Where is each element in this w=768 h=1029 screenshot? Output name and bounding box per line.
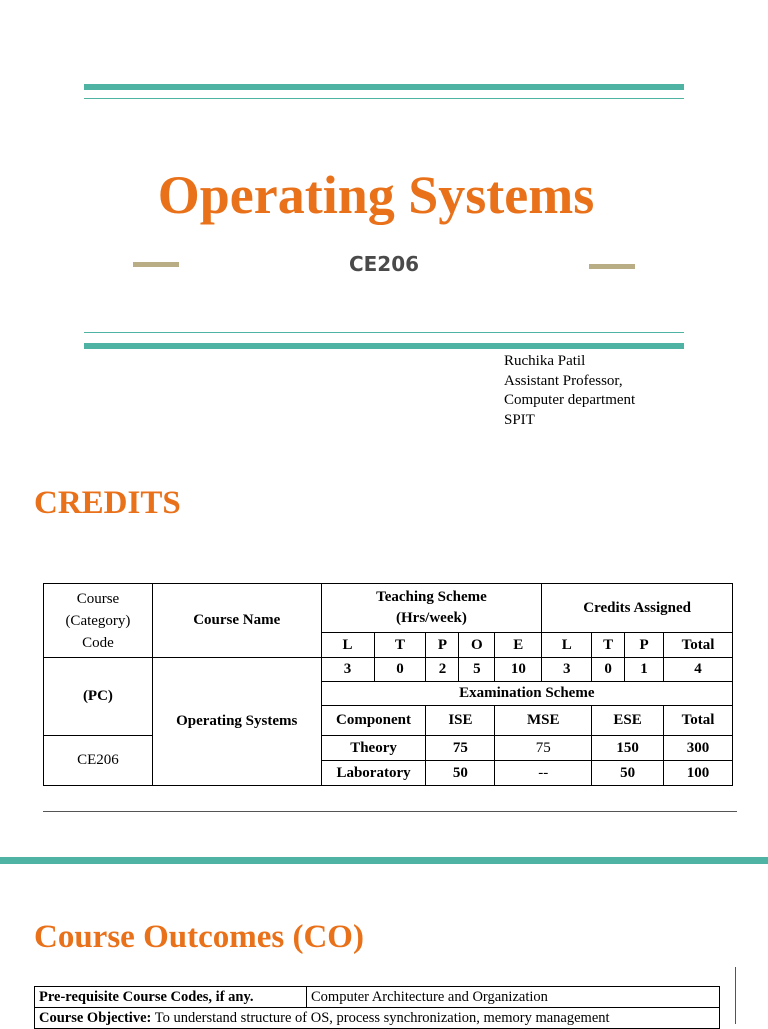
col-teaching-p: P [426, 633, 459, 658]
prerequisite-table [34, 986, 720, 1029]
credits-table [43, 583, 733, 786]
course-outcomes-heading: Course Outcomes (CO) [34, 919, 364, 955]
prereq-label: Pre-requisite Course Codes, if any. [35, 987, 307, 1008]
bottom-accent-line [84, 332, 684, 333]
objective-label: Course Objective: [39, 1010, 152, 1026]
exam-scheme-heading: Examination Scheme [321, 682, 732, 706]
bottom-accent-bar [84, 343, 684, 349]
theory-mse: 75 [495, 736, 592, 761]
col-credit-total: Total [664, 633, 733, 658]
laboratory-mse: -- [495, 761, 592, 786]
theory-ese: 150 [592, 736, 664, 761]
objective-text: To understand structure of OS, process synchronization, memory management [154, 1010, 610, 1026]
credits-heading: CREDITS [34, 485, 181, 521]
author-info [504, 352, 635, 430]
col-teaching-e: E [495, 633, 542, 658]
slide-divider [0, 857, 768, 864]
exam-col-total: Total [664, 706, 733, 736]
teaching-value-p: 2 [426, 658, 459, 682]
laboratory-total: 100 [664, 761, 733, 786]
right-dash [589, 264, 635, 269]
course-code-cell: CE206 [44, 736, 153, 786]
credit-value-t: 0 [592, 658, 625, 682]
top-accent-line [84, 98, 684, 99]
teaching-value-l: 3 [321, 658, 374, 682]
objective-row [35, 1008, 720, 1029]
header-course-code: Course (Category) Code [44, 584, 153, 658]
exam-col-mse: MSE [495, 706, 592, 736]
laboratory-label: Laboratory [321, 761, 426, 786]
col-credit-l: L [542, 633, 592, 658]
laboratory-ise: 50 [426, 761, 495, 786]
theory-total: 300 [664, 736, 733, 761]
theory-ise: 75 [426, 736, 495, 761]
header-credits-assigned: Credits Assigned [542, 584, 733, 633]
teaching-value-t: 0 [374, 658, 426, 682]
col-teaching-t: T [374, 633, 426, 658]
prereq-value: Computer Architecture and Organization [307, 987, 720, 1008]
laboratory-ese: 50 [592, 761, 664, 786]
col-credit-p: P [625, 633, 664, 658]
teaching-value-o: 5 [459, 658, 495, 682]
author-department: Computer department [504, 392, 636, 408]
exam-col-ese: ESE [592, 706, 664, 736]
credit-value-total: 4 [664, 658, 733, 682]
course-code: CE206 [348, 252, 420, 276]
col-teaching-o: O [459, 633, 495, 658]
course-name-cell: Operating Systems [152, 658, 321, 786]
header-teaching-scheme: Teaching Scheme (Hrs/week) [321, 584, 542, 633]
slide-title: Operating Systems [157, 165, 595, 225]
author-position: Assistant Professor, [504, 372, 623, 389]
exam-col-ise: ISE [426, 706, 495, 736]
teaching-value-e: 10 [495, 658, 542, 682]
author-name: Ruchika Patil [504, 353, 586, 369]
top-accent-bar [84, 84, 684, 90]
category-cell: (PC) [44, 658, 153, 736]
col-teaching-l: L [321, 633, 374, 658]
credit-value-p: 1 [625, 658, 664, 682]
header-course-name: Course Name [152, 584, 321, 658]
theory-label: Theory [321, 736, 426, 761]
col-credit-t: T [592, 633, 625, 658]
table-bottom-rule [43, 811, 737, 812]
scroll-edge-line [735, 967, 736, 1024]
credit-value-l: 3 [542, 658, 592, 682]
exam-col-component: Component [321, 706, 426, 736]
author-institute: SPIT [504, 411, 535, 428]
